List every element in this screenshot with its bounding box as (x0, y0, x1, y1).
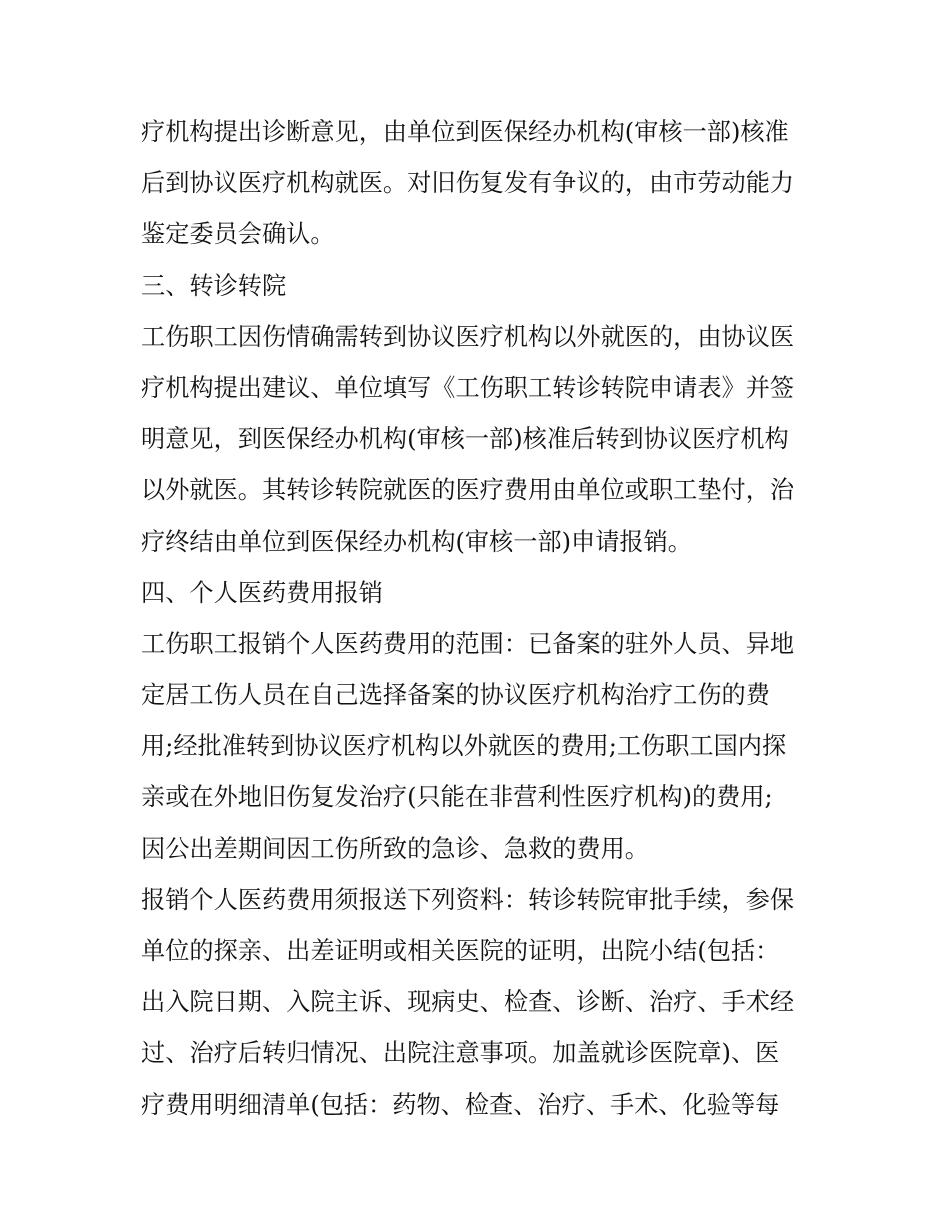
text-line: 因公出差期间因工伤所致的急诊、急救的费用。 (141, 834, 649, 863)
text-line: 疗机构提出建议、单位填写《工伤职工转诊转院申请表》并签 (141, 373, 795, 402)
text-line: 用;经批准转到协议医疗机构以外就医的费用;工伤职工国内探 (141, 732, 787, 761)
text-line: 后到协议医疗机构就医。对旧伤复发有争议的，由市劳动能力 (141, 169, 795, 198)
text-line: 明意见，到医保经办机构(审核一部)核准后转到协议医疗机构 (141, 425, 789, 454)
text-line: 疗费用明细清单(包括：药物、检查、治疗、手术、化验等每 (141, 1090, 780, 1119)
text-line: 出入院日期、入院主诉、现病史、检查、诊断、治疗、手术经 (141, 988, 795, 1017)
text-line: 定居工伤人员在自己选择备案的协议医疗机构治疗工伤的费 (141, 681, 770, 710)
text-line: 疗机构提出诊断意见，由单位到医保经办机构(审核一部)核准 (141, 118, 789, 146)
text-line: 以外就医。其转诊转院就医的医疗费用由单位或职工垫付，治 (141, 476, 795, 505)
text-line: 亲或在外地旧伤复发治疗(只能在非营利性医疗机构)的费用; (141, 783, 773, 812)
text-line: 报销个人医药费用须报送下列资料：转诊转院审批手续，参保 (141, 885, 795, 914)
document-body (141, 107, 821, 1131)
text-line: 工伤职工因伤情确需转到协议医疗机构以外就医的，由协议医 (141, 322, 795, 351)
text-line: 疗终结由单位到医保经办机构(审核一部)申请报销。 (141, 527, 692, 556)
text-line: 鉴定委员会确认。 (141, 220, 335, 249)
text-line: 工伤职工报销个人医药费用的范围：已备案的驻外人员、异地 (141, 629, 795, 658)
text-line: 单位的探亲、出差证明或相关医院的证明，出院小结(包括： (141, 937, 780, 965)
section-heading: 三、转诊转院 (141, 271, 287, 300)
text-line: 过、治疗后转归情况、出院注意事项。加盖就诊医院章)、医 (141, 1039, 780, 1068)
section-heading: 四、个人医药费用报销 (141, 578, 383, 607)
